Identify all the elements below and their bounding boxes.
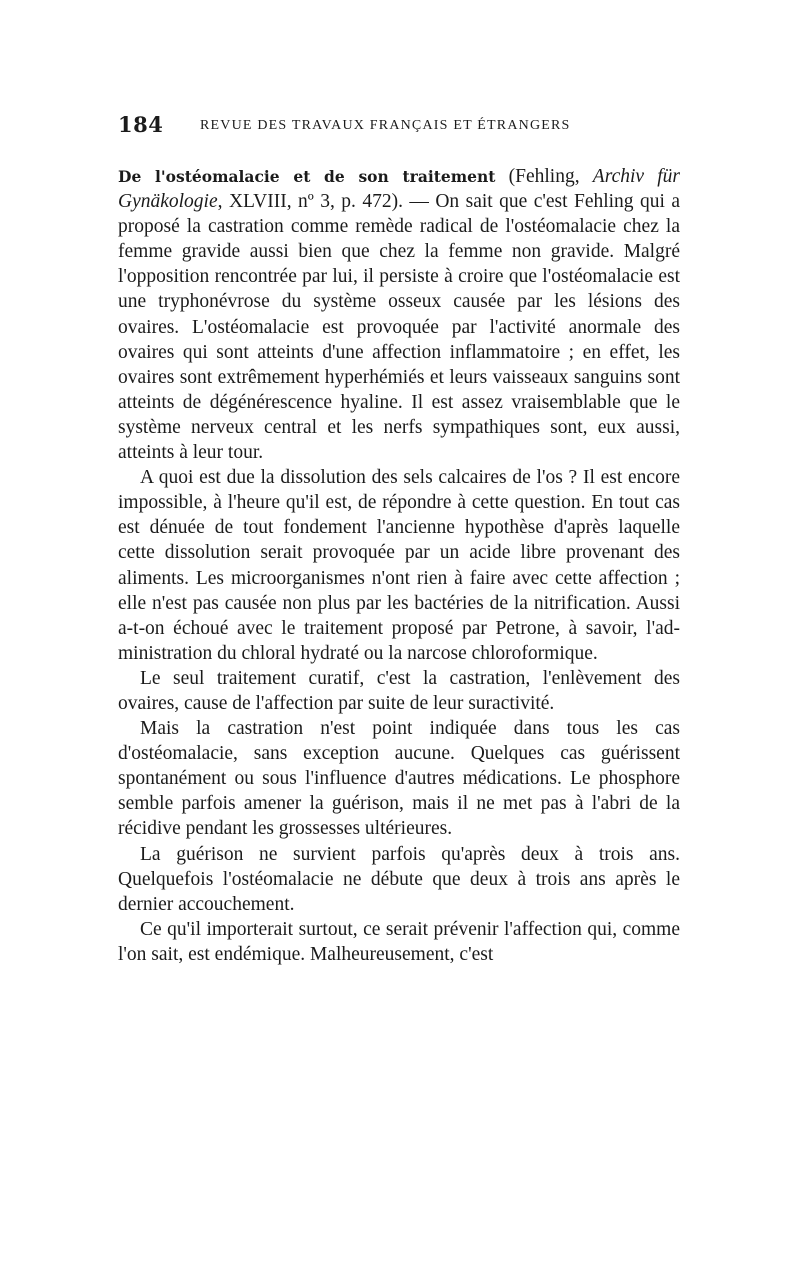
page-number: 184 [118, 112, 164, 137]
running-header [118, 112, 680, 142]
citation-open: (Fehling, [495, 166, 593, 187]
article-paragraph-3: Le seul traitement curatif, c'est la castration, l'enlèvement des ovaires, cause de l'affection par suite de leur suractivité. [118, 667, 680, 714]
page [118, 112, 680, 967]
running-header-title: REVUE DES TRAVAUX FRANÇAIS ET ÉTRANGERS [200, 118, 571, 133]
article-paragraph-6: Ce qu'il importerait surtout, ce serait prévenir l'affection qui, comme l'on sait, est endémique. Malheureusement, c'est [118, 918, 680, 965]
source-journal: Archiv für Gynäkologie [118, 166, 680, 213]
article-paragraph-1 [118, 164, 680, 465]
article-paragraph-4: Mais la castration n'est point indiquée dans tous les cas d'ostéomalacie, sans exception aucune. Quelques cas guérissent spontanément ou sous l'influence d'autres médications. Le phosphore semble parfois amener la guérison, mais il ne met pas à l'abri de la récidive pendant les grossesses ultérieures. [118, 718, 680, 840]
paragraph-text: — On sait que c'est Fehling qui a proposé la castration comme remède radical de l'ostéomalacie chez la femme gravide aussi bien que chez la femme non gravide. Malgré l'opposition rencontrée par lui, il persiste à croire que l'ostéomalacie est une tryphonévrose du système osseux causée par les lésions des ovaires. L'ostéomalacie est provoquée par l'activité anormale des ovaires qui sont atteints d'une affection inflammatoire ; en effet, les ovaires sont extrêmement hyperhémiés et leurs vaisseaux sanguins sont atteints de dégénérescence hyaline. Il est assez vraisemblable que le système nerveux central et les nerfs sympathiques sont, eux aussi, atteints à leur tour. [118, 191, 680, 464]
article-title: De l'ostéomalacie et de son traitement [118, 167, 496, 186]
article-paragraph-2: A quoi est due la dissolution des sels calcaires de l'os ? Il est encore impossible, à l'heure qu'il est, de répondre à cette question. En tout cas est dénuée de tout fondement l'ancienne hypothèse d'après laquelle cette dissolution serait provoquée par un acide libre provenant des aliments. Les microorganismes n'ont rien à faire avec cette affection ; elle n'est pas causée non plus par les bactéries de la nitrification. Aussi a-t-on échoué avec le traitement proposé par Petrone, à savoir, l'administration du chloral hydraté ou la narcose chloroformique. [118, 467, 680, 664]
article-paragraph-5: La guérison ne survient parfois qu'après deux à trois ans. Quelquefois l'ostéomalacie ne débute que deux à trois ans après le dernier accouchement. [118, 843, 680, 915]
article-body [118, 164, 680, 967]
citation-close: , XLVIII, nº 3, p. 472). [217, 191, 403, 213]
